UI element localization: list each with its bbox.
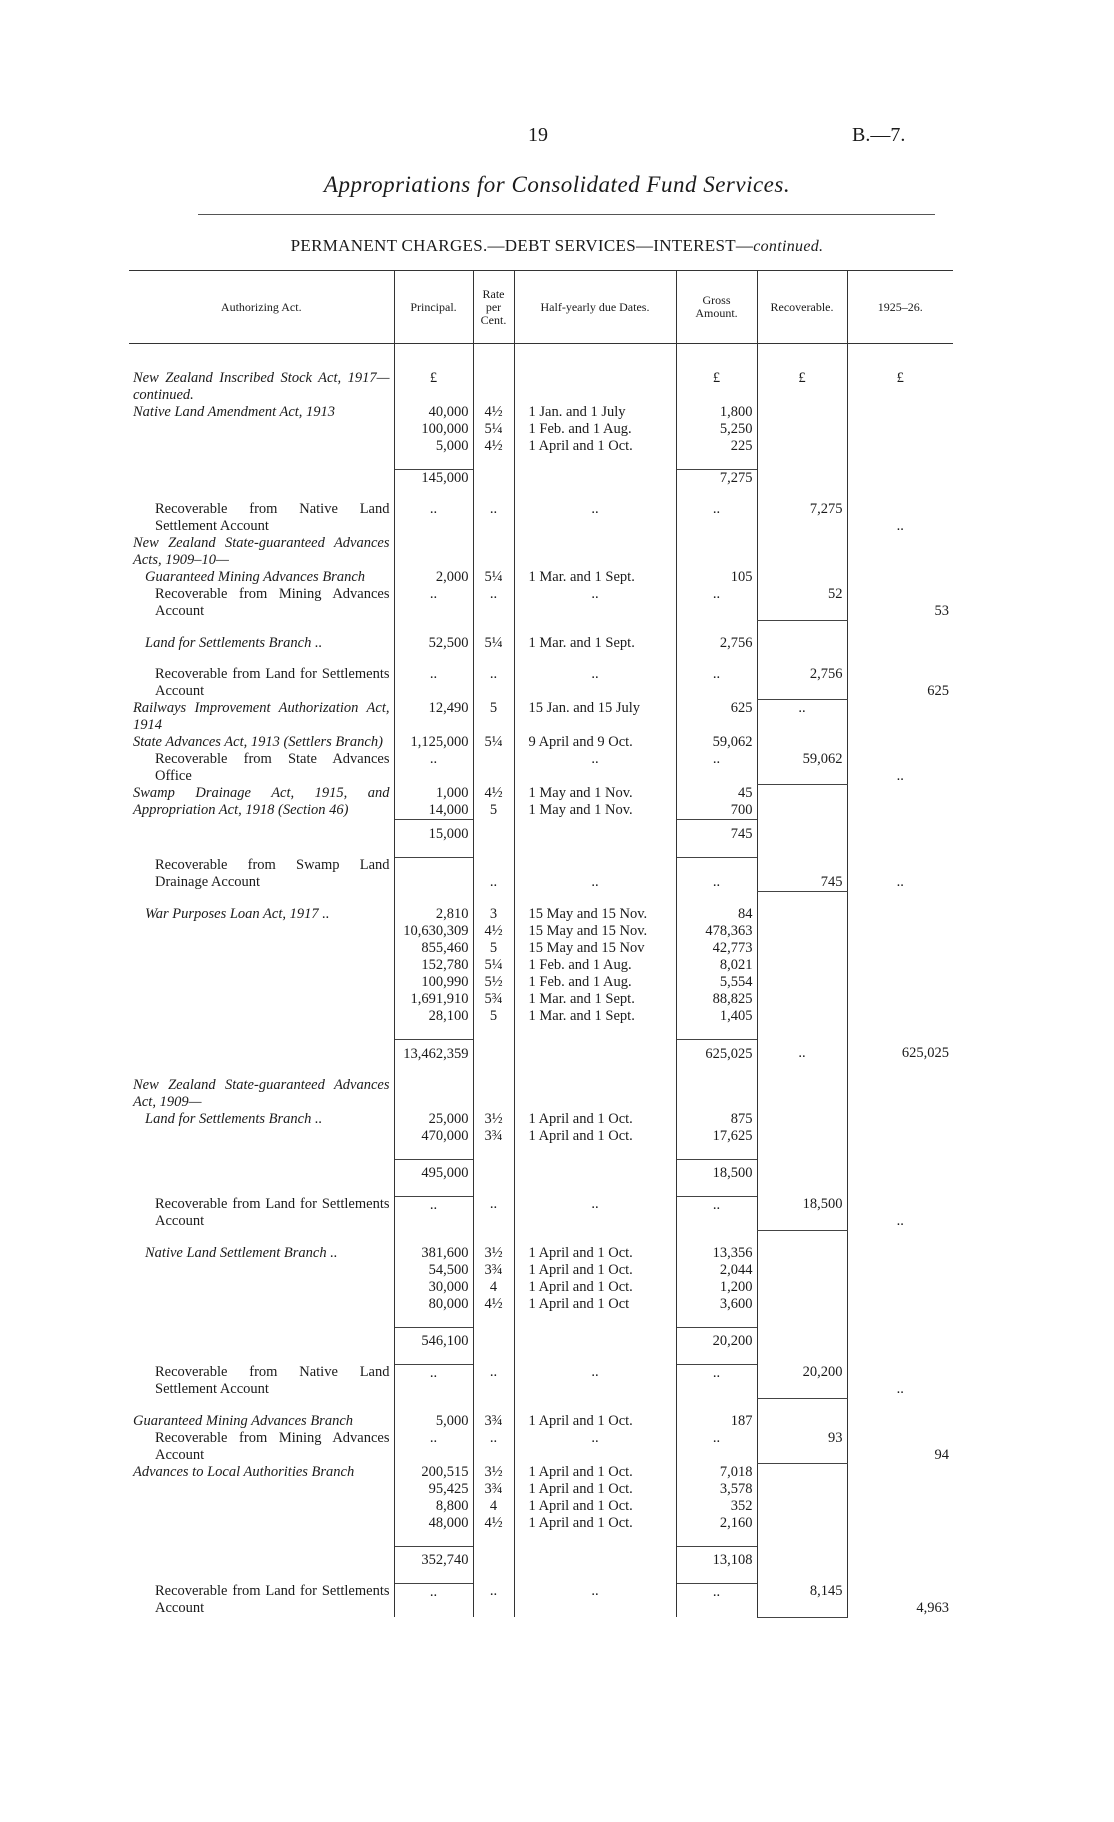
gross-amount: .. — [676, 1583, 757, 1617]
recoverable: 7,275 — [757, 501, 847, 535]
gross-amount: 7,018 — [719, 1463, 753, 1480]
col-recoverable: Recoverable. — [757, 271, 847, 344]
rate: 5¼ — [484, 421, 503, 437]
act-name: Railways Improvement Authorization Act, 1914 — [133, 699, 390, 733]
due-dates: 1 April and 1 Oct. — [514, 1413, 676, 1430]
table-row — [129, 535, 953, 569]
table-row — [129, 751, 953, 785]
act-name: Recoverable from Land for Settlements Account — [155, 665, 390, 699]
title-rule — [198, 214, 935, 215]
currency-symbol: £ — [847, 370, 953, 404]
principal: .. — [394, 501, 473, 535]
table-row — [129, 635, 953, 652]
due-dates: 1 Feb. and 1 Aug. — [528, 421, 632, 437]
principal: .. — [394, 1430, 473, 1464]
rate: 5½ — [484, 973, 503, 990]
gross-amount: 3,578 — [719, 1480, 753, 1497]
principal: .. — [394, 586, 473, 620]
due-dates: 1 April and 1 Oct. — [528, 1127, 633, 1144]
gross-amount: .. — [676, 586, 757, 620]
due-dates: 1 Feb. and 1 Aug. — [528, 956, 632, 973]
due-dates: 15 May and 15 Nov. — [528, 922, 648, 939]
principal-total: 13,462,359 — [394, 1039, 473, 1063]
act-name: Native Land Settlement Branch .. — [145, 1244, 338, 1261]
recoverable: 93 — [757, 1430, 847, 1464]
year-amount: .. — [847, 1364, 953, 1398]
principal: 100,000 — [421, 421, 469, 437]
rate: .. — [473, 1364, 514, 1398]
table-row — [129, 1196, 953, 1230]
rate: 5¼ — [473, 569, 514, 586]
rate: .. — [473, 1196, 514, 1230]
year-amount: 53 — [847, 586, 953, 620]
principal: 8,800 — [435, 1497, 469, 1514]
gross-amount: 2,756 — [676, 635, 757, 652]
recoverable: 2,756 — [757, 666, 847, 700]
recoverable: 745 — [757, 857, 847, 891]
act-name: Land for Settlements Branch .. — [145, 1110, 323, 1127]
recoverable: .. — [757, 1039, 847, 1063]
principal-total: 352,740 — [394, 1546, 473, 1569]
year-amount: .. — [847, 501, 953, 535]
due-dates: 9 April and 9 Oct. — [514, 734, 676, 751]
year-amount: .. — [847, 751, 953, 785]
gross-amount: 5,554 — [719, 973, 753, 990]
table-row — [129, 1430, 953, 1464]
year-amount: .. — [847, 857, 953, 891]
gross-amount: 42,773 — [712, 939, 753, 956]
principal: .. — [394, 1364, 473, 1398]
gross-amount: 2,160 — [719, 1514, 753, 1531]
gross-amount: .. — [676, 501, 757, 535]
col-dates: Half-yearly due Dates. — [514, 271, 676, 344]
due-dates: 1 Mar. and 1 Sept. — [528, 990, 635, 1007]
table-row — [129, 666, 953, 700]
gross-amount: 875 — [730, 1110, 753, 1127]
year-amount: 94 — [847, 1430, 953, 1464]
gross-amount: 105 — [676, 569, 757, 586]
document-reference: B.—7. — [852, 124, 906, 146]
principal: 381,600 — [421, 1244, 469, 1261]
rate: 5 — [489, 1007, 498, 1024]
gross-total: 13,108 — [676, 1546, 757, 1569]
principal: 48,000 — [428, 1514, 469, 1531]
gross-amount: 2,044 — [719, 1261, 753, 1278]
table-row — [129, 1464, 953, 1532]
year-amount: 625,025 — [847, 1039, 953, 1063]
gross-amount: 700 — [730, 801, 753, 818]
rate: 5 — [489, 939, 498, 956]
principal-total: 15,000 — [394, 819, 473, 843]
principal: 14,000 — [428, 801, 469, 818]
due-dates: 1 April and 1 Oct. — [528, 1110, 633, 1127]
subtitle-main: PERMANENT CHARGES.—DEBT SERVICES—INTEREST— — [290, 236, 754, 255]
table-row — [129, 785, 953, 820]
gross-amount: 45 — [738, 784, 753, 801]
col-gross: Gross Amount. — [676, 271, 757, 344]
gross-amount: 8,021 — [719, 956, 753, 973]
page-title: Appropriations for Consolidated Fund Services. — [323, 172, 791, 197]
rate: 5 — [473, 700, 514, 734]
table-row — [129, 1077, 953, 1111]
gross-amount: .. — [676, 666, 757, 700]
gross-amount: .. — [676, 1196, 757, 1230]
rate: 4½ — [484, 404, 503, 420]
act-name: Recoverable from Swamp Land Drainage Account — [155, 857, 390, 890]
act-name: New Zealand State-guaranteed Advances Acts, 1909–10— — [133, 535, 390, 568]
col-rate: Rate per Cent. — [473, 271, 514, 344]
gross-amount: 3,600 — [719, 1295, 753, 1312]
principal: 52,500 — [394, 635, 473, 652]
act-name: Recoverable from Mining Advances Account — [155, 1429, 390, 1463]
due-dates: 15 May and 15 Nov. — [528, 905, 648, 922]
due-dates: 1 Mar. and 1 Sept. — [514, 635, 676, 652]
rate: .. — [473, 857, 514, 891]
table-row — [129, 501, 953, 535]
rate: 5 — [489, 801, 498, 818]
gross-amount: 59,062 — [676, 734, 757, 751]
due-dates: .. — [514, 1430, 676, 1464]
due-dates: 15 Jan. and 15 July — [514, 700, 676, 734]
rate: 3½ — [484, 1463, 503, 1480]
principal-total: 495,000 — [394, 1159, 473, 1182]
gross-amount: 625 — [676, 700, 757, 734]
due-dates: .. — [514, 1364, 676, 1398]
due-dates: .. — [514, 666, 676, 700]
rate: 3 — [489, 905, 498, 922]
interest-table — [129, 270, 953, 1618]
rate: 3¾ — [473, 1413, 514, 1430]
act-name: Guaranteed Mining Advances Branch — [133, 1412, 354, 1429]
due-dates: 1 April and 1 Oct. — [528, 1261, 633, 1278]
year-amount: 625 — [847, 666, 953, 700]
rate: 4 — [489, 1497, 498, 1514]
rate: .. — [473, 586, 514, 620]
table-row — [129, 857, 953, 891]
header-row — [129, 271, 953, 344]
subtotal-row — [129, 1327, 953, 1350]
act-name: Advances to Local Authorities Branch — [133, 1463, 355, 1480]
principal: 200,515 — [421, 1463, 469, 1480]
due-dates: 1 April and 1 Oct. — [528, 1480, 633, 1497]
principal: 54,500 — [428, 1261, 469, 1278]
due-dates: 1 April and 1 Oct. — [528, 1463, 633, 1480]
gross-amount: 88,825 — [712, 990, 753, 1007]
table-row — [129, 1245, 953, 1313]
recoverable: 8,145 — [757, 1583, 847, 1617]
table-row — [129, 734, 953, 751]
gross-amount: 225 — [730, 438, 753, 454]
col-authorizing-act: Authorizing Act. — [129, 271, 394, 344]
table-row — [129, 1583, 953, 1617]
gross-amount: 187 — [676, 1413, 757, 1430]
act-name: Recoverable from Native Land Settlement Account — [155, 501, 390, 534]
rate: 5¾ — [484, 990, 503, 1007]
rate: 5¼ — [473, 635, 514, 652]
due-dates: .. — [514, 1583, 676, 1617]
gross-amount: .. — [676, 857, 757, 891]
principal: 1,000 — [435, 784, 469, 801]
rate: .. — [473, 666, 514, 700]
year-amount: 4,963 — [847, 1583, 953, 1617]
subtotal-row — [129, 819, 953, 843]
due-dates: .. — [514, 751, 676, 785]
principal: 10,630,309 — [403, 922, 469, 939]
due-dates: .. — [514, 586, 676, 620]
recoverable: .. — [757, 700, 847, 734]
principal: 40,000 — [428, 404, 469, 420]
act-name: Recoverable from Mining Advances Account — [155, 586, 390, 619]
recoverable: 52 — [757, 586, 847, 620]
act-name: Recoverable from Land for Settlements Account — [155, 1196, 390, 1229]
due-dates: 1 Mar. and 1 Sept. — [528, 1007, 635, 1024]
subtotal-row — [129, 470, 953, 488]
act-name: War Purposes Loan Act, 1917 .. — [145, 905, 330, 922]
principal: 152,780 — [421, 956, 469, 973]
principal-total: 546,100 — [394, 1327, 473, 1350]
principal: 28,100 — [428, 1007, 469, 1024]
page-number: 19 — [528, 124, 548, 146]
currency-symbol: £ — [676, 370, 757, 404]
due-dates: 1 April and 1 Oct. — [528, 1278, 633, 1295]
gross-amount: .. — [676, 1364, 757, 1398]
table-row — [129, 700, 953, 734]
rate: .. — [473, 1430, 514, 1464]
gross-amount: 5,250 — [719, 421, 753, 437]
due-dates: 1 April and 1 Oct. — [528, 1244, 633, 1261]
principal: 5,000 — [435, 438, 469, 454]
principal: 2,810 — [435, 905, 469, 922]
act-name: Recoverable from State Advances Office — [155, 750, 390, 784]
subtotal-row — [129, 1546, 953, 1569]
rate: .. — [473, 501, 514, 535]
act-name: New Zealand State-guaranteed Advances Act, 1909— — [133, 1076, 390, 1110]
rate: 4½ — [484, 438, 503, 454]
gross-amount: 1,800 — [719, 404, 753, 420]
currency-symbol: £ — [757, 370, 847, 404]
act-name: Swamp Drainage Act, 1915, and Appropriation Act, 1918 (Section 46) — [133, 784, 390, 818]
rate: 3¾ — [484, 1127, 503, 1144]
col-year: 1925–26. — [847, 271, 953, 344]
rate: .. — [473, 1583, 514, 1617]
due-dates: 1 Jan. and 1 July — [528, 404, 626, 420]
due-dates: .. — [514, 501, 676, 535]
subtotal-row — [129, 1039, 953, 1063]
act-name: Recoverable from Land for Settlements Account — [155, 1583, 390, 1616]
principal: 1,125,000 — [394, 734, 473, 751]
principal: .. — [394, 1196, 473, 1230]
due-dates: 1 May and 1 Nov. — [528, 784, 633, 801]
rate: 4½ — [484, 922, 503, 939]
rate: 4 — [489, 1278, 498, 1295]
principal: .. — [394, 751, 473, 785]
gross-amount: 1,405 — [719, 1007, 753, 1024]
due-dates: 1 April and 1 Oct. — [528, 438, 633, 454]
principal: 12,490 — [394, 700, 473, 734]
currency-symbol: £ — [394, 370, 473, 404]
due-dates: 1 April and 1 Oct — [528, 1295, 630, 1312]
principal: 80,000 — [428, 1295, 469, 1312]
due-dates: 15 May and 15 Nov — [528, 939, 645, 956]
rate: 3½ — [484, 1244, 503, 1261]
principal: 1,691,910 — [410, 990, 469, 1007]
due-dates: 1 April and 1 Oct. — [528, 1514, 633, 1531]
recoverable: 18,500 — [757, 1196, 847, 1230]
section-subtitle — [0, 236, 1114, 256]
subtitle-continued: continued. — [753, 238, 824, 255]
table-row — [129, 569, 953, 586]
rate: 4½ — [484, 1295, 503, 1312]
gross-amount: 352 — [730, 1497, 753, 1514]
gross-amount: 13,356 — [712, 1244, 753, 1261]
rate: 5¼ — [484, 956, 503, 973]
rate: 3¾ — [484, 1480, 503, 1497]
due-dates: .. — [514, 857, 676, 891]
principal: 95,425 — [428, 1480, 469, 1497]
gross-total: 18,500 — [676, 1159, 757, 1182]
gross-amount: 17,625 — [712, 1127, 753, 1144]
act-name: State Advances Act, 1913 (Settlers Branch) — [133, 733, 383, 750]
act-name: Land for Settlements Branch .. — [145, 634, 323, 651]
rate: 4½ — [484, 1514, 503, 1531]
due-dates: 1 Feb. and 1 Aug. — [528, 973, 632, 990]
principal: .. — [394, 1583, 473, 1617]
table-row — [129, 586, 953, 620]
due-dates: .. — [514, 1196, 676, 1230]
table-row — [129, 1111, 953, 1145]
principal-total: 145,000 — [394, 470, 473, 488]
gross-total: 625,025 — [676, 1039, 757, 1063]
principal: 100,990 — [421, 973, 469, 990]
spacer-row — [129, 344, 953, 371]
table-row — [129, 1364, 953, 1398]
gross-amount: 478,363 — [705, 922, 753, 939]
col-principal: Principal. — [394, 271, 473, 344]
rate: 4½ — [484, 784, 503, 801]
table-row — [129, 1413, 953, 1430]
act-name: New Zealand Inscribed Stock Act, 1917—continued. — [133, 370, 390, 403]
principal: 30,000 — [428, 1278, 469, 1295]
rate: 3¾ — [484, 1261, 503, 1278]
rate: 3½ — [484, 1110, 503, 1127]
table-row — [129, 370, 953, 404]
gross-amount: 1,200 — [719, 1278, 753, 1295]
table-row — [129, 404, 953, 455]
subtotal-row — [129, 1159, 953, 1182]
principal: .. — [394, 666, 473, 700]
principal: 855,460 — [421, 939, 469, 956]
principal: 2,000 — [394, 569, 473, 586]
act-name: Recoverable from Native Land Settlement Account — [155, 1364, 390, 1397]
gross-total: 20,200 — [676, 1327, 757, 1350]
act-name: Guaranteed Mining Advances Branch — [145, 569, 366, 585]
act-name: Native Land Amendment Act, 1913 — [133, 404, 336, 420]
principal: 25,000 — [428, 1110, 469, 1127]
principal: 470,000 — [421, 1127, 469, 1144]
gross-amount: .. — [676, 751, 757, 785]
gross-total: 745 — [676, 819, 757, 843]
gross-amount: .. — [676, 1430, 757, 1464]
recoverable: 59,062 — [757, 751, 847, 785]
year-amount: .. — [847, 1196, 953, 1230]
principal: 5,000 — [394, 1413, 473, 1430]
gross-total: 7,275 — [676, 470, 757, 488]
recoverable: 20,200 — [757, 1364, 847, 1398]
due-dates: 1 April and 1 Oct. — [528, 1497, 633, 1514]
table-row — [129, 906, 953, 1025]
due-dates: 1 Mar. and 1 Sept. — [514, 569, 676, 586]
gross-amount: 84 — [738, 905, 753, 922]
due-dates: 1 May and 1 Nov. — [528, 801, 633, 818]
rate: 5¼ — [473, 734, 514, 751]
